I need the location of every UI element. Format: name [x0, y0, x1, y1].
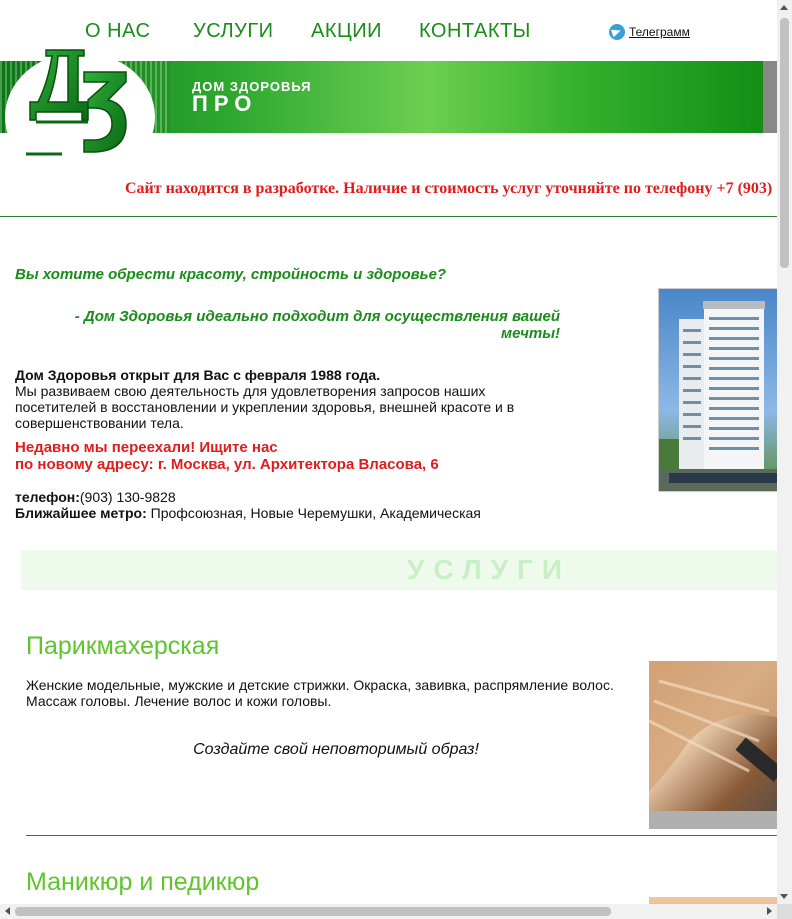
new-address-notice [15, 439, 439, 473]
service-slogan: Создайте свой неповторимый образ! [193, 741, 479, 758]
development-notice: Сайт находится в разработке. Наличие и стоимость услуг уточняйте по телефону +7 (903) [125, 180, 773, 197]
intro-question: Вы хотите обрести красоту, стройность и здоровье? [15, 266, 447, 283]
hairdresser-photo [649, 661, 777, 829]
scroll-left-arrow-icon[interactable] [5, 907, 10, 915]
building-photo [658, 288, 777, 492]
building-illustration [659, 289, 777, 491]
nav-item-about[interactable]: О НАС [85, 20, 151, 42]
moved-line2: по новому адресу: г. Москва, ул. Архитектора Власова, 6 [15, 456, 439, 473]
phone-value: (903) 130-9828 [79, 489, 176, 505]
service-description: Женские модельные, мужские и детские стрижки. Окраска, завивка, распрямление волос. Массаж головы. Лечение волос и кожи головы. [26, 677, 614, 709]
scroll-up-arrow-icon[interactable] [780, 5, 788, 10]
manicure-photo [649, 897, 777, 904]
opened-date: Дом Здоровья открыт для Вас с февраля 1988 года. [15, 367, 381, 383]
phone-label: телефон: [15, 489, 80, 505]
scroll-down-arrow-icon[interactable] [780, 894, 788, 899]
metro-label: Ближайшее метро: [15, 505, 147, 521]
services-heading-bar [21, 550, 777, 590]
divider [0, 216, 777, 217]
nav-item-services[interactable]: УСЛУГИ [193, 20, 274, 42]
banner-title-line1: ДОМ ЗДОРОВЬЯ [192, 79, 312, 94]
scroll-right-arrow-icon[interactable] [767, 907, 772, 915]
logo-mark [22, 42, 134, 158]
telegram-label: Телеграмм [629, 25, 690, 39]
intro-answer: - Дом Здоровья идеально подходит для осуществления вашей мечты! [74, 308, 560, 342]
service-title: Парикмахерская [26, 632, 220, 660]
telegram-icon [609, 24, 625, 40]
about-text [15, 367, 555, 431]
nav-item-contacts[interactable]: КОНТАКТЫ [419, 20, 531, 42]
moved-line1: Недавно мы переехали! Ищите нас [15, 439, 278, 456]
banner-title-line2: ПРО [192, 91, 258, 116]
telegram-link[interactable] [609, 24, 690, 40]
service-title: Маникюр и педикюр [26, 868, 260, 896]
nav-item-promotions[interactable]: АКЦИИ [311, 20, 383, 42]
divider [26, 835, 777, 836]
scrollbar-corner [777, 904, 792, 919]
services-heading: УСЛУГИ [407, 554, 572, 585]
contact-info [15, 489, 481, 521]
metro-value: Профсоюзная, Новые Черемушки, Академическая [146, 505, 481, 521]
banner-end-cap [763, 61, 777, 133]
hairdresser-illustration [649, 661, 777, 829]
site-logo[interactable] [22, 42, 134, 163]
about-description: Мы развиваем свою деятельность для удовлетворения запросов наших посетителей в восстановлении и укреплении здоровья, внешней красоте и в совершенствовании тела. [15, 383, 515, 431]
vertical-scroll-thumb[interactable] [780, 18, 789, 268]
horizontal-scroll-thumb[interactable] [15, 907, 611, 916]
vertical-scrollbar[interactable] [777, 0, 792, 904]
horizontal-scrollbar[interactable] [0, 904, 777, 919]
